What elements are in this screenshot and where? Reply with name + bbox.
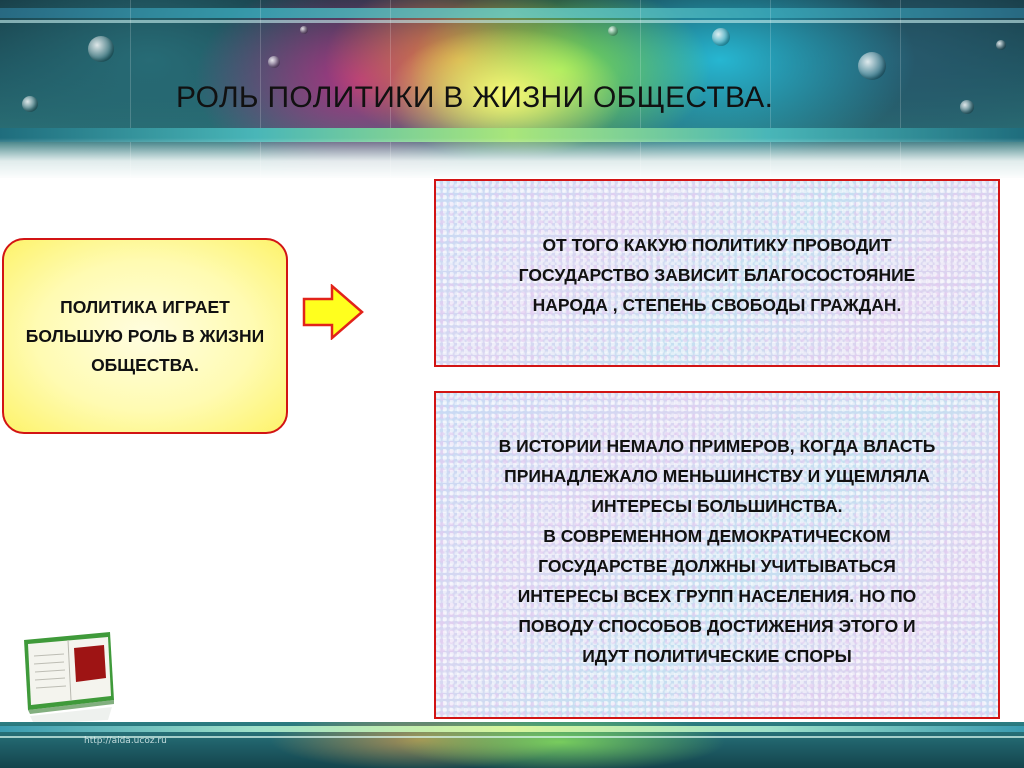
water-drop	[22, 96, 38, 112]
header-fade	[0, 138, 1024, 178]
footer-banner	[0, 722, 1024, 768]
water-drop	[88, 36, 114, 62]
water-drop	[608, 26, 618, 36]
water-drop	[960, 100, 974, 114]
footer-url: http://aida.ucoz.ru	[84, 736, 167, 746]
footer-stripe	[0, 726, 1024, 732]
water-drop	[300, 26, 308, 34]
arrow-right-icon	[302, 284, 364, 340]
info-box-welfare	[434, 179, 1000, 367]
book-icon	[18, 630, 118, 726]
statement-box	[2, 238, 288, 434]
info-box-welfare-text: ОТ ТОГО КАКУЮ ПОЛИТИКУ ПРОВОДИТ ГОСУДАРСТВО ЗАВИСИТ БЛАГОСОСТОЯНИЕ НАРОДА , СТЕПЕНЬ СВОБОДЫ ГРАЖДАН.	[518, 235, 916, 315]
slide-title: РОЛЬ ПОЛИТИКИ В ЖИЗНИ ОБЩЕСТВА.	[176, 81, 774, 114]
header-stripe	[0, 8, 1024, 18]
water-drop	[858, 52, 886, 80]
info-box-history-text: В ИСТОРИИ НЕМАЛО ПРИМЕРОВ, КОГДА ВЛАСТЬ ПРИНАДЛЕЖАЛО МЕНЬШИНСТВУ И УЩЕМЛЯЛА ИНТЕРЕСЫ БОЛЬШИНСТВА. В СОВРЕМЕННОМ ДЕМОКРАТИЧЕСКОМ ГОСУДАРСТВЕ ДОЛЖНЫ УЧИТЫВАТЬСЯ ИНТЕРЕСЫ ВСЕХ ГРУПП НАСЕЛЕНИЯ. НО ПО ПОВОДУ СПОСОБОВ ДОСТИЖЕНИЯ ЭТОГО И ИДУТ ПОЛИТИЧЕСКИЕ СПОРЫ	[498, 436, 936, 666]
header-banner	[0, 0, 1024, 178]
statement-text: ПОЛИТИКА ИГРАЕТ БОЛЬШУЮ РОЛЬ В ЖИЗНИ ОБЩЕСТВА.	[25, 296, 265, 375]
info-box-history	[434, 391, 1000, 719]
water-drop	[268, 56, 280, 68]
water-drop	[996, 40, 1006, 50]
header-stripe-thin	[0, 20, 1024, 23]
water-drop	[712, 28, 730, 46]
